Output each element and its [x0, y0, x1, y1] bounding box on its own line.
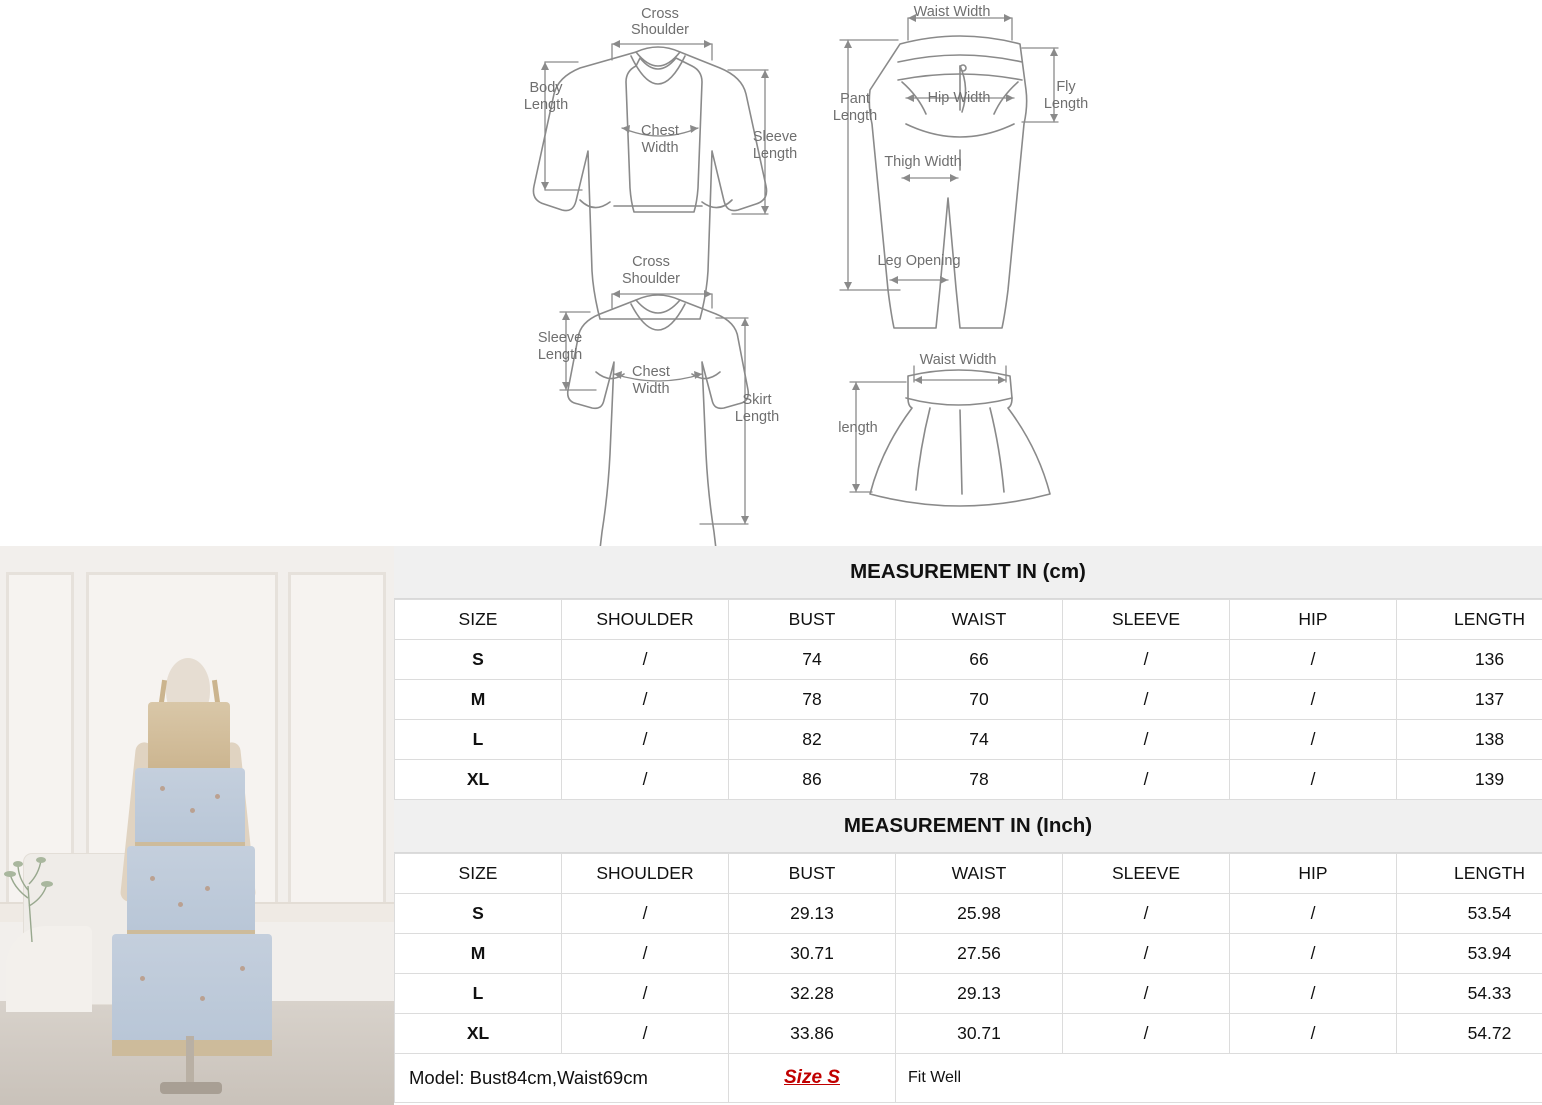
label-cross-shoulder-dress-2: Shoulder: [621, 270, 681, 287]
col-waist: WAIST: [896, 600, 1063, 640]
cell-bust: 78: [729, 680, 896, 720]
label-sleeve-length-dress: Sleeve: [537, 329, 583, 346]
cell-length: 139: [1397, 760, 1542, 800]
cm-measurement-table: [394, 599, 1542, 800]
cell-size: L: [395, 720, 562, 760]
cell-waist: 30.71: [896, 1014, 1063, 1054]
cell-waist: 29.13: [896, 974, 1063, 1014]
pants-illustration: [869, 36, 1026, 328]
col-size: SIZE: [395, 600, 562, 640]
cell-size: S: [395, 894, 562, 934]
label-cross-shoulder-top-2: Shoulder: [630, 21, 690, 38]
cell-waist: 66: [896, 640, 1063, 680]
cell-bust: 30.71: [729, 934, 896, 974]
cell-sleeve: /: [1063, 894, 1230, 934]
cell-shoulder: /: [562, 894, 729, 934]
cell-hip: /: [1230, 1014, 1397, 1054]
cell-bust: 29.13: [729, 894, 896, 934]
label-skirt-length-2: Length: [734, 408, 780, 425]
model-photo: [0, 546, 394, 1105]
cell-size: M: [395, 934, 562, 974]
cell-hip: /: [1230, 760, 1397, 800]
cell-size: S: [395, 640, 562, 680]
mannequin-stand-base: [160, 1082, 222, 1094]
cell-size: L: [395, 974, 562, 1014]
cell-hip: /: [1230, 934, 1397, 974]
col-sleeve: SLEEVE: [1063, 854, 1230, 894]
cell-hip: /: [1230, 894, 1397, 934]
cell-shoulder: /: [562, 1014, 729, 1054]
cell-bust: 32.28: [729, 974, 896, 1014]
col-size: SIZE: [395, 854, 562, 894]
dress-bodice: [148, 702, 230, 774]
label-sleeve-length-dress-2: Length: [537, 346, 583, 363]
diagram-labels: [524, 4, 1088, 436]
label-pant-length-2: Length: [832, 107, 878, 124]
diagram-svg: [0, 0, 1542, 546]
cell-sleeve: /: [1063, 640, 1230, 680]
label-body-length-2: Length: [523, 96, 569, 113]
label-waist-width-pants: Waist Width: [913, 3, 991, 20]
cell-hip: /: [1230, 680, 1397, 720]
label-body-length: Body: [529, 79, 563, 96]
cell-length: 53.54: [1397, 894, 1542, 934]
cm-table-title: MEASUREMENT IN (cm): [394, 546, 1542, 599]
model-info-row: [395, 1054, 1542, 1103]
col-shoulder: SHOULDER: [562, 600, 729, 640]
label-fly-length-2: Length: [1043, 95, 1089, 112]
cell-bust: 33.86: [729, 1014, 896, 1054]
col-hip: HIP: [1230, 854, 1397, 894]
cell-length: 136: [1397, 640, 1542, 680]
cell-waist: 74: [896, 720, 1063, 760]
cell-hip: /: [1230, 974, 1397, 1014]
cell-shoulder: /: [562, 640, 729, 680]
table-row: [395, 680, 1542, 720]
cell-bust: 86: [729, 760, 896, 800]
cell-sleeve: /: [1063, 1014, 1230, 1054]
label-chest-width-top-2: Width: [641, 139, 679, 156]
cell-waist: 25.98: [896, 894, 1063, 934]
cell-shoulder: /: [562, 760, 729, 800]
cell-sleeve: /: [1063, 934, 1230, 974]
col-shoulder: SHOULDER: [562, 854, 729, 894]
cell-sleeve: /: [1063, 720, 1230, 760]
col-bust: BUST: [729, 854, 896, 894]
cell-shoulder: /: [562, 720, 729, 760]
label-chest-width-top: Chest: [641, 122, 679, 139]
cell-bust: 82: [729, 720, 896, 760]
col-waist: WAIST: [896, 854, 1063, 894]
cell-sleeve: /: [1063, 680, 1230, 720]
label-cross-shoulder-top: Cross: [641, 5, 679, 22]
col-bust: BUST: [729, 600, 896, 640]
label-sleeve-length-top-2: Length: [752, 145, 798, 162]
cell-length: 54.72: [1397, 1014, 1542, 1054]
model-size-badge: Size S: [729, 1054, 896, 1103]
plant-decor: [2, 846, 58, 942]
dress-illustration: [568, 295, 749, 546]
dress-tier-2: [127, 846, 255, 942]
cell-length: 54.33: [1397, 974, 1542, 1014]
cell-waist: 70: [896, 680, 1063, 720]
label-cross-shoulder-dress: Cross: [632, 253, 670, 270]
label-skirt-length: Skirt: [742, 391, 772, 408]
cell-length: 137: [1397, 680, 1542, 720]
table-row: [395, 760, 1542, 800]
col-length: LENGTH: [1397, 600, 1542, 640]
label-chest-width-dress: Chest: [632, 363, 670, 380]
label-thigh-width: Thigh Width: [884, 153, 962, 170]
inch-measurement-table: [394, 853, 1542, 1103]
table-header-row: [395, 854, 1542, 894]
label-skirt-side-length: length: [838, 419, 878, 436]
label-fly-length: Fly: [1056, 78, 1076, 95]
label-waist-width-skirt: Waist Width: [919, 351, 997, 368]
cell-size: XL: [395, 760, 562, 800]
cell-length: 138: [1397, 720, 1542, 760]
col-hip: HIP: [1230, 600, 1397, 640]
fit-note: Fit Well: [896, 1054, 1542, 1103]
cell-waist: 78: [896, 760, 1063, 800]
measurement-diagrams: [0, 0, 1542, 546]
bottom-section: [0, 546, 1542, 1105]
model-measurements: Model: Bust84cm,Waist69cm: [395, 1054, 729, 1103]
cell-waist: 27.56: [896, 934, 1063, 974]
skirt-illustration: [870, 370, 1050, 506]
mannequin-stand: [186, 1036, 194, 1086]
label-leg-opening: Leg Opening: [877, 252, 961, 269]
measurement-tables: [394, 546, 1542, 1105]
inch-table-title: MEASUREMENT IN (Inch): [394, 800, 1542, 853]
table-row: [395, 640, 1542, 680]
table-row: [395, 974, 1542, 1014]
label-pant-length: Pant: [840, 90, 870, 107]
cell-shoulder: /: [562, 680, 729, 720]
cell-length: 53.94: [1397, 934, 1542, 974]
table-row: [395, 894, 1542, 934]
cell-shoulder: /: [562, 934, 729, 974]
table-header-row: [395, 600, 1542, 640]
col-length: LENGTH: [1397, 854, 1542, 894]
cell-sleeve: /: [1063, 974, 1230, 1014]
table-row: [395, 934, 1542, 974]
cell-hip: /: [1230, 720, 1397, 760]
table-row: [395, 1014, 1542, 1054]
cell-size: XL: [395, 1014, 562, 1054]
cell-sleeve: /: [1063, 760, 1230, 800]
label-hip-width: Hip Width: [927, 89, 991, 106]
table-row: [395, 720, 1542, 760]
cell-size: M: [395, 680, 562, 720]
cell-hip: /: [1230, 640, 1397, 680]
cell-shoulder: /: [562, 974, 729, 1014]
wall-panel-right: [288, 572, 386, 908]
label-sleeve-length-top: Sleeve: [752, 128, 798, 145]
label-chest-width-dress-2: Width: [632, 380, 670, 397]
cell-bust: 74: [729, 640, 896, 680]
col-sleeve: SLEEVE: [1063, 600, 1230, 640]
